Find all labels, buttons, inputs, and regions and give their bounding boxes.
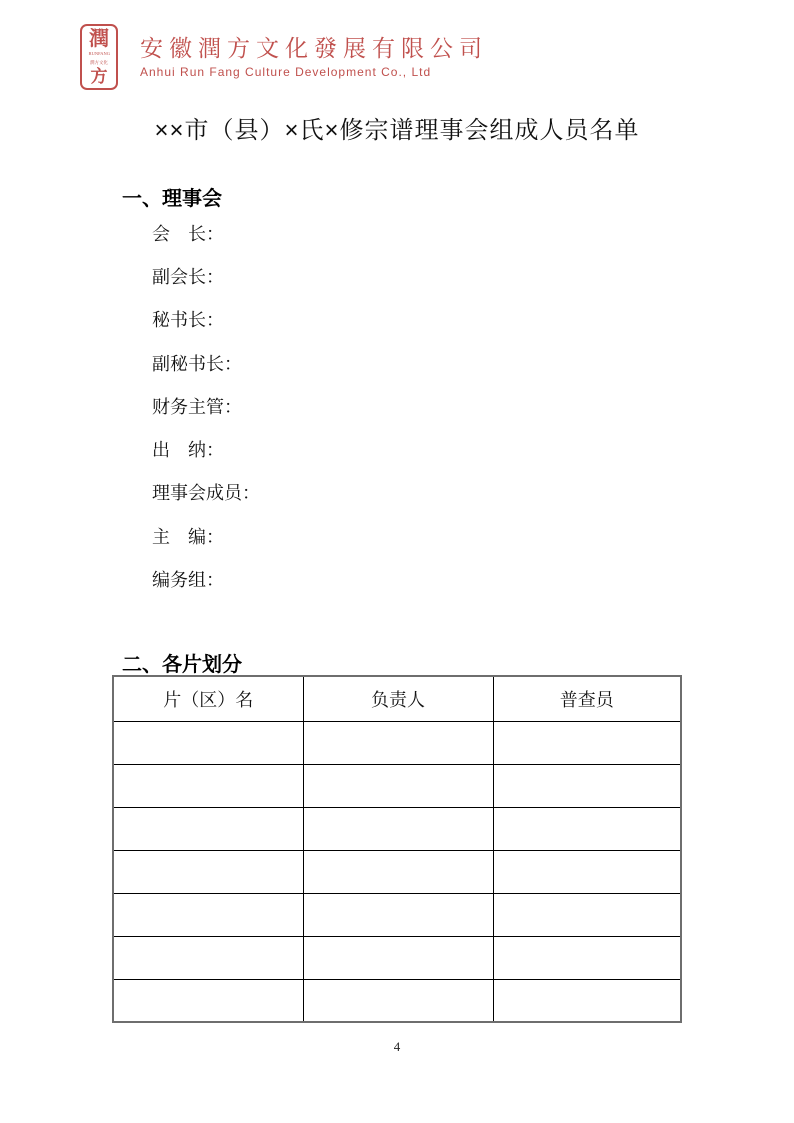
table-header-person-in-charge: 负责人 bbox=[303, 676, 493, 721]
table-cell bbox=[303, 721, 493, 764]
table-header-census-taker: 普查员 bbox=[493, 676, 681, 721]
company-seal-icon bbox=[80, 24, 118, 90]
table-header-row bbox=[113, 676, 681, 721]
table-cell bbox=[303, 893, 493, 936]
seal-top-character: 潤 bbox=[89, 28, 109, 50]
seal-tiny-text-1: RUNFANG bbox=[88, 52, 110, 57]
table-cell bbox=[303, 850, 493, 893]
table-cell bbox=[303, 764, 493, 807]
company-name-block bbox=[140, 36, 488, 79]
officer-item-chairman: 会 长： bbox=[152, 223, 224, 244]
section1-heading: 一、理事会 bbox=[122, 188, 222, 210]
table-cell bbox=[493, 721, 681, 764]
table-cell bbox=[493, 893, 681, 936]
table-cell bbox=[303, 936, 493, 979]
table-row bbox=[113, 764, 681, 807]
table-cell bbox=[493, 850, 681, 893]
officer-item-deputy-secretary-general: 副秘书长： bbox=[152, 353, 242, 374]
officer-item-editorial-group: 编务组： bbox=[152, 570, 224, 591]
table-cell bbox=[493, 807, 681, 850]
table-cell bbox=[113, 807, 303, 850]
table-row bbox=[113, 979, 681, 1022]
table-cell bbox=[113, 764, 303, 807]
table-row bbox=[113, 893, 681, 936]
document-title: ××市（县）×氏×修宗谱理事会组成人员名单 bbox=[154, 117, 640, 144]
company-name-chinese: 安徽潤方文化發展有限公司 bbox=[140, 35, 488, 61]
division-table-body bbox=[113, 721, 681, 1022]
officer-list bbox=[152, 211, 260, 601]
officer-item-vice-chairman: 副会长： bbox=[152, 266, 224, 287]
officer-item-cashier: 出 纳： bbox=[152, 440, 224, 461]
table-cell bbox=[303, 979, 493, 1022]
page-number: 4 bbox=[393, 1039, 401, 1054]
officer-item-council-members: 理事会成员： bbox=[152, 483, 260, 504]
seal-bottom-character: 方 bbox=[90, 66, 108, 86]
seal-tiny-text-2: 潤方文化 bbox=[89, 60, 108, 65]
table-cell bbox=[113, 721, 303, 764]
officer-item-secretary-general: 秘书长： bbox=[152, 310, 224, 331]
table-header-district-name: 片（区）名 bbox=[113, 676, 303, 721]
division-table bbox=[112, 675, 682, 1023]
table-cell bbox=[113, 850, 303, 893]
table-cell bbox=[493, 979, 681, 1022]
table-row bbox=[113, 936, 681, 979]
table-cell bbox=[113, 936, 303, 979]
table-row bbox=[113, 807, 681, 850]
officer-item-finance-manager: 财务主管： bbox=[152, 396, 242, 417]
company-logo bbox=[80, 24, 488, 90]
section2-heading: 二、各片划分 bbox=[122, 654, 242, 676]
table-cell bbox=[113, 893, 303, 936]
table-cell bbox=[493, 764, 681, 807]
table-row bbox=[113, 721, 681, 764]
officer-item-chief-editor: 主 编： bbox=[152, 526, 224, 547]
table-row bbox=[113, 850, 681, 893]
table-cell bbox=[113, 979, 303, 1022]
table-cell bbox=[303, 807, 493, 850]
company-name-english: Anhui Run Fang Culture Development Co., Ltd bbox=[140, 64, 432, 79]
table-cell bbox=[493, 936, 681, 979]
